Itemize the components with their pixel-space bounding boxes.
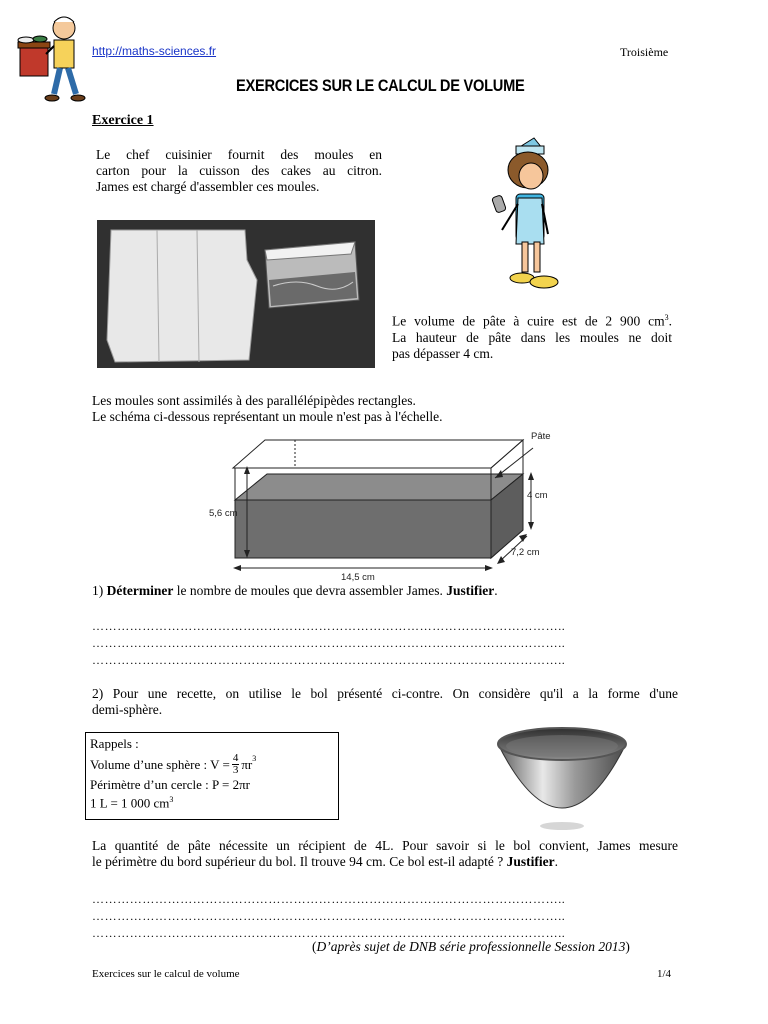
moules-line: Le schéma ci-dessous représentant un moule n'est pas à l'échelle. <box>92 409 443 424</box>
depth-label: 7,2 cm <box>511 547 540 558</box>
bowl-illustration <box>494 722 630 832</box>
answer-line[interactable]: ………………………………………………………………………………………………….. <box>92 892 566 906</box>
perimeter-formula: Périmètre d’un cercle : P = 2πr <box>90 777 250 792</box>
q1-justify: Justifier <box>446 583 495 598</box>
answer-line[interactable]: ………………………………………………………………………………………………….. <box>92 636 566 650</box>
sphere-formula <box>90 751 334 777</box>
q2-text-line: le périmètre du bord supérieur du bol. Il trouve 94 cm. Ce bol est-il adapté ? <box>92 854 507 869</box>
level-label: Troisième <box>620 45 669 59</box>
rappels-title: Rappels : <box>90 736 139 751</box>
sphere-label: Volume d’une sphère : V = <box>90 756 230 772</box>
sphere-exponent: 3 <box>252 754 257 763</box>
liter-exponent: 3 <box>169 795 174 804</box>
q2-justify: Justifier <box>506 854 555 869</box>
answer-line[interactable]: ………………………………………………………………………………………………….. <box>92 653 566 667</box>
intro-paragraph <box>96 147 382 195</box>
question-2-text <box>92 838 678 870</box>
height-line: pas dépasser 4 cm. <box>392 345 494 361</box>
page-number: 1/4 <box>657 968 672 980</box>
volume-text <box>392 310 672 362</box>
intro-line: carton pour la cuisson des cakes au citron. <box>96 163 382 178</box>
intro-line: Le chef cuisinier fournit des moules en <box>96 147 382 162</box>
volume-exponent: 3 <box>664 313 669 322</box>
footer-title: Exercices sur le calcul de volume <box>92 968 240 980</box>
molds-photo <box>97 220 375 368</box>
source-text: D’après sujet de DNB série professionnelle Session 2013 <box>316 939 626 954</box>
q1-end: . <box>494 583 498 598</box>
length-label: 14,5 cm <box>341 572 375 583</box>
question-1 <box>92 583 498 599</box>
q2-text-line: La quantité de pâte nécessite un récipient de 4L. Pour savoir si le bol convient, James mesure <box>92 838 678 853</box>
answer-line[interactable]: ………………………………………………………………………………………………….. <box>92 619 566 633</box>
q2-line: 2) Pour une recette, on utilise le bol présenté ci-contre. On considère qu'il a la forme d'une <box>92 686 678 701</box>
chef-illustration <box>488 134 572 292</box>
page-title: EXERCICES SUR LE CALCUL DE VOLUME <box>236 76 525 95</box>
volume-period: . <box>668 313 672 329</box>
maths-sciences-logo <box>14 10 90 104</box>
sphere-pi-r: πr <box>241 756 253 772</box>
fraction-numerator: 4 <box>232 751 239 764</box>
moules-line: Les moules sont assimilés à des parallélépipèdes rectangles. <box>92 393 416 408</box>
answer-line[interactable]: ………………………………………………………………………………………………….. <box>92 909 566 923</box>
answer-line[interactable]: ………………………………………………………………………………………………….. <box>92 926 566 940</box>
moules-paragraph <box>92 393 443 425</box>
paste-height-label: 4 cm <box>527 490 548 501</box>
q1-text: le nombre de moules que devra assembler James. <box>173 583 447 598</box>
pate-label: Pâte <box>531 431 551 442</box>
height-label: 5,6 cm <box>209 508 238 519</box>
fraction <box>232 753 240 776</box>
exercise-heading: Exercice 1 <box>92 113 154 128</box>
mold-diagram <box>205 428 565 584</box>
volume-value: Le volume de pâte à cuire est de 2 900 cm <box>392 313 665 329</box>
site-link[interactable]: http://maths-sciences.fr <box>92 44 217 58</box>
liter-conversion: 1 L = 1 000 cm <box>90 795 170 811</box>
q1-keyword: Déterminer <box>106 583 174 598</box>
question-2 <box>92 686 678 718</box>
q2-end: . <box>554 854 558 869</box>
q1-number: 1) <box>92 583 104 598</box>
fraction-denominator: 3 <box>232 763 239 776</box>
q2-line: demi-sphère. <box>92 702 163 717</box>
source-note: (D’après sujet de DNB série professionnelle Session 2013) <box>312 939 630 954</box>
rappels-box <box>85 732 339 820</box>
height-line: La hauteur de pâte dans les moules ne doit <box>392 329 672 345</box>
intro-line: James est chargé d'assembler ces moules. <box>96 179 320 194</box>
